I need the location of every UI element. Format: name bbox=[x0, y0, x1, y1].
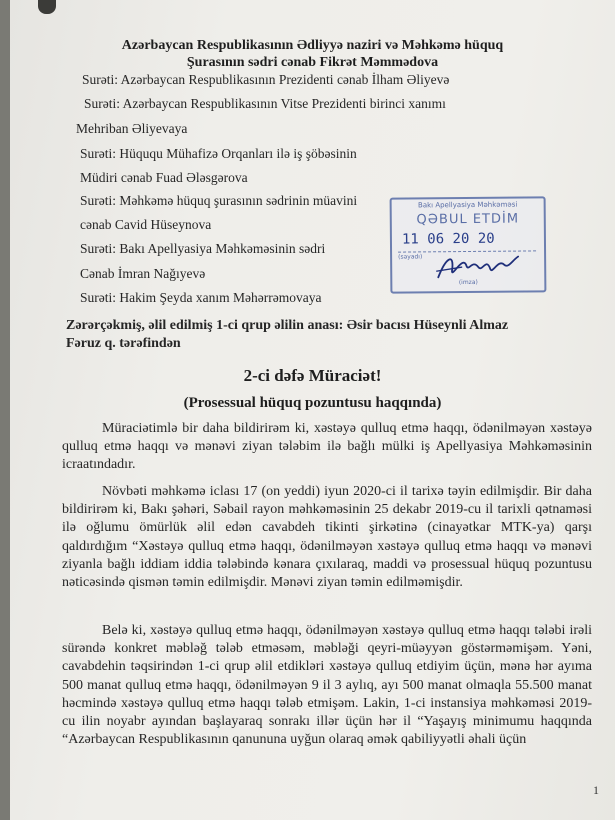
stamp-date: 11 06 20 20 bbox=[401, 230, 495, 248]
page-title: 2-ci dəfə Müraciət! bbox=[243, 366, 382, 385]
copy-line: Cənab İmran Nağıyevə bbox=[80, 266, 206, 281]
binder-clip bbox=[38, 0, 56, 14]
paragraph-3 bbox=[62, 622, 592, 749]
paragraph-text: Belə ki, xəstəyə qulluq etmə haqqı, ödənilməyən xəstəyə qulluq etmə haqqı tələbi irəli sürəndə konkret məbləğ tələb etməsəm, məbləği qeyri-müəyyən göstərməmişəm. Yəni, cavabdehin təqsirindən 1-ci qrup əlil etdikləri xəstəyə qulluq etdiyim üçün, mənə hər ayıma 500 manat qulluq etmə haqqı, ödənilməyən 9 il 3 aylıq, ayı 500 manat olmaqla 55.500 manat həcmində xəstəyə qulluq etmə haqqı tələb etmişəm. Lakin, 1-ci instansiya məhkəməsi 2019-cu ilin noyabr ayından başlayaraq sonrakı illər üçün hər il “Yaşayış minimumu haqqında “Azərbaycan Respublikasının qanununa uyğun olaraq əmək qabiliyyətli əhali üçün bbox=[62, 623, 592, 748]
paragraph-1 bbox=[62, 420, 592, 475]
addressee-line-1: Azərbaycan Respublikasının Ədliyyə naziri və Məhkəmə hüquq bbox=[121, 38, 504, 53]
copy-line: Surəti: Bakı Apellyasiya Məhkəməsinin sədri bbox=[80, 241, 326, 256]
copy-line: Surəti: Azərbaycan Respublikasının Prezidenti cənab İlham Əliyevə bbox=[82, 72, 450, 87]
copy-line: cənab Cavid Hüseynova bbox=[80, 217, 212, 232]
copy-line: Surəti: Azərbaycan Respublikasının Vitse Prezidenti birinci xanımı bbox=[84, 96, 446, 111]
page-number: 1 bbox=[593, 783, 599, 797]
paragraph-text: Növbəti məhkəmə iclası 17 (on yeddi) iyun 2020-ci il tarixə təyin edilmişdir. Bir daha bildirirəm ki, Bakı şəhəri, Səbail rayon məhkəməsinin 25 dekabr 2019-cu il tarixli qətnaməsi ilə oğlumu ömürlük əlil edən cavabdeh tikinti şirkətinə (cinayətkar MTK-ya) qarşı qaldırdığım “Xəstəyə qulluq etmə haqqı, ödənilməyən xəstəyə qulluq etmə haqqı və mənəvi ziyanla bağlı iddiam iddia tələbində kənara çıxılaraq, maddi və prosessual hüquq pozuntusu nəticəsində qismən təmin edilmişdir. Mənəvi ziyan təmin edilməmişdir. bbox=[62, 484, 592, 591]
stamp-court-name: Bakı Apellyasiya Məhkəməsi bbox=[417, 200, 518, 210]
addressee-line-2: Şurasının sədri cənab Fikrət Məmmədova bbox=[186, 55, 439, 70]
paragraph-2 bbox=[62, 483, 592, 592]
paragraph-text: Müraciətimlə bir daha bildirirəm ki, xəstəyə qulluq etmə haqqı, ödənilməyən xəstəyə qulluq etmə haqqı və mənəvi ziyan tələbim ilə bağlı mülki iş Apellyasiya Məhkəməsinin icraatındadır. bbox=[62, 421, 592, 473]
document-page bbox=[10, 0, 615, 820]
received-stamp bbox=[390, 196, 547, 293]
sender-line-1: Zərərçəkmiş, əlil edilmiş 1-ci qrup əlilin anası: Əsir bacısı Hüseynli Almaz bbox=[66, 318, 509, 333]
copy-line: Mehriban Əliyevaya bbox=[76, 121, 188, 136]
copy-line: Surəti: Məhkəmə hüquq şurasının sədrinin müavini bbox=[80, 193, 358, 208]
copy-line: Müdiri cənab Fuad Ələsgərova bbox=[80, 170, 248, 185]
sender-line-2: Fəruz q. tərəfindən bbox=[66, 336, 181, 351]
page-subtitle: (Prosessual hüquq pozuntusu haqqında) bbox=[183, 395, 442, 411]
copy-line: Surəti: Hakim Şeyda xanım Məhərrəmovaya bbox=[80, 290, 322, 305]
stamp-signature-caption: (imza) bbox=[458, 278, 478, 287]
copy-line: Surəti: Hüququ Mühafizə Orqanları ilə iş şöbəsinin bbox=[80, 146, 357, 161]
stamp-received-label: QƏBUL ETDİM bbox=[416, 211, 520, 228]
stamp-name-label: (səyadı) bbox=[398, 253, 423, 261]
